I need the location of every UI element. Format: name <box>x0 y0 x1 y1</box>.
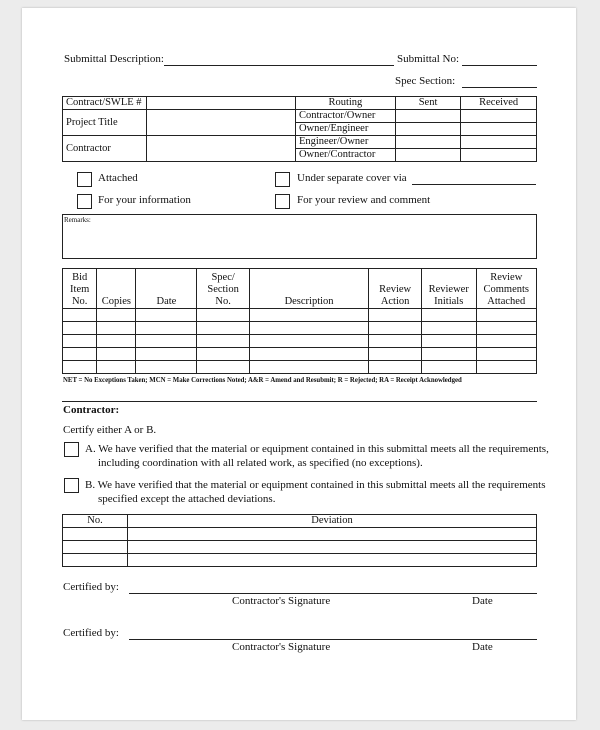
items-header-text: Spec/ <box>211 272 235 283</box>
items-cell[interactable] <box>476 335 536 348</box>
sent-cell[interactable] <box>395 136 461 149</box>
spec-section-label: Spec Section: <box>395 75 456 87</box>
submittal-description-label: Submittal Description: <box>64 53 164 65</box>
option-a-text: A. We have verified that the material or equipment contained in this submittal meets all the requirements, <box>85 443 549 455</box>
items-header-text <box>139 284 193 296</box>
items-header-text: No. <box>71 296 88 307</box>
items-header-text <box>425 272 473 284</box>
items-cell[interactable] <box>249 322 368 335</box>
items-cell[interactable] <box>421 322 476 335</box>
review-comment-label: For your review and comment <box>297 194 431 206</box>
separate-cover-label: Under separate cover via <box>297 172 407 184</box>
received-header: Received <box>461 97 537 110</box>
contract-label: Contract/SWLE # <box>63 97 147 110</box>
items-cell[interactable] <box>369 348 422 361</box>
for-information-checkbox[interactable] <box>77 194 92 209</box>
deviation-row <box>63 554 537 567</box>
items-cell[interactable] <box>97 361 136 374</box>
items-cell[interactable] <box>197 322 249 335</box>
items-cell[interactable] <box>476 361 536 374</box>
items-header-text: Description <box>284 296 334 307</box>
items-header-text: Date <box>156 296 177 307</box>
items-cell[interactable] <box>369 309 422 322</box>
date-caption: Date <box>472 641 493 653</box>
contract-field[interactable] <box>146 97 295 110</box>
separate-cover-field[interactable] <box>412 184 536 185</box>
items-cell[interactable] <box>197 309 249 322</box>
deviation-header: Deviation <box>128 515 537 528</box>
items-header-text: Section <box>207 284 239 295</box>
spec-section-field[interactable] <box>462 87 537 88</box>
contractor-label: Contractor <box>63 136 147 162</box>
option-b-text-cont: specified except the attached deviations. <box>98 493 276 505</box>
deviation-no-cell[interactable] <box>63 554 128 567</box>
signature-line[interactable] <box>129 593 537 594</box>
items-row <box>63 322 537 335</box>
deviation-row <box>63 541 537 554</box>
certify-instruction: Certify either A or B. <box>63 424 157 436</box>
attached-label: Attached <box>98 172 138 184</box>
section-divider <box>62 401 537 402</box>
contractor-signature-caption: Contractor's Signature <box>232 641 331 653</box>
items-cell[interactable] <box>136 322 197 335</box>
attached-checkbox[interactable] <box>77 172 92 187</box>
items-header-text: Reviewer <box>428 284 469 295</box>
for-information-label: For your information <box>98 194 191 206</box>
items-cell[interactable] <box>197 348 249 361</box>
items-cell[interactable] <box>63 361 97 374</box>
remarks-box[interactable] <box>62 214 537 259</box>
items-header-text: Action <box>380 296 410 307</box>
items-cell[interactable] <box>63 322 97 335</box>
option-a-text-cont: including coordination with all related work, as specified (no exceptions). <box>98 457 423 469</box>
items-header-text: Review <box>490 272 523 283</box>
items-header-text <box>253 284 365 296</box>
items-header-cell <box>476 269 536 309</box>
sent-header: Sent <box>395 97 461 110</box>
items-cell[interactable] <box>421 361 476 374</box>
items-cell[interactable] <box>197 361 249 374</box>
contractor-signature-caption: Contractor's Signature <box>232 595 331 607</box>
items-header-text: Bid <box>72 272 88 283</box>
routing-row: Owner/Engineer <box>295 123 395 136</box>
items-header-text: Item <box>70 284 90 295</box>
items-header-cell <box>63 269 97 309</box>
submittal-no-label: Submittal No: <box>397 53 460 65</box>
option-b-text: B. We have verified that the material or equipment contained in this submittal meets all the requirements <box>85 479 546 491</box>
items-cell[interactable] <box>63 348 97 361</box>
items-header-text <box>100 272 132 284</box>
items-cell[interactable] <box>369 361 422 374</box>
items-header-text: Review <box>379 284 412 295</box>
sent-cell[interactable] <box>395 110 461 123</box>
deviation-no-cell[interactable] <box>63 528 128 541</box>
items-header-cell <box>136 269 197 309</box>
items-cell[interactable] <box>421 348 476 361</box>
items-header-cell <box>369 269 422 309</box>
items-cell[interactable] <box>249 348 368 361</box>
remarks-label: Remarks: <box>64 216 91 224</box>
sent-cell[interactable] <box>395 123 461 136</box>
contractor-heading: Contractor: <box>63 404 120 416</box>
items-header-text: Attached <box>487 296 526 307</box>
items-cell[interactable] <box>97 348 136 361</box>
contractor-field[interactable] <box>146 136 295 162</box>
items-cell[interactable] <box>97 322 136 335</box>
deviation-no-header: No. <box>63 515 128 528</box>
items-cell[interactable] <box>136 309 197 322</box>
items-header-cell <box>97 269 136 309</box>
date-caption: Date <box>472 595 493 607</box>
deviation-cell[interactable] <box>128 528 537 541</box>
certified-by-label: Certified by: <box>63 581 119 593</box>
items-cell[interactable] <box>476 309 536 322</box>
items-header-cell <box>249 269 368 309</box>
items-cell[interactable] <box>369 322 422 335</box>
items-cell[interactable] <box>369 335 422 348</box>
received-cell[interactable] <box>461 149 537 162</box>
routing-row: Contractor/Owner <box>295 110 395 123</box>
items-cell[interactable] <box>421 335 476 348</box>
items-row <box>63 335 537 348</box>
sent-cell[interactable] <box>395 149 461 162</box>
option-a-checkbox[interactable] <box>64 442 79 457</box>
items-header-text <box>253 272 365 284</box>
items-cell[interactable] <box>63 335 97 348</box>
items-header-text <box>372 272 418 284</box>
items-header-row <box>63 269 537 309</box>
items-row <box>63 348 537 361</box>
items-cell[interactable] <box>97 335 136 348</box>
option-b-checkbox[interactable] <box>64 478 79 493</box>
items-cell[interactable] <box>249 335 368 348</box>
items-table <box>62 268 537 374</box>
items-cell[interactable] <box>197 335 249 348</box>
items-cell[interactable] <box>97 309 136 322</box>
received-cell[interactable] <box>461 110 537 123</box>
submittal-form-page <box>22 8 576 720</box>
deviation-cell[interactable] <box>128 554 537 567</box>
review-action-legend: NET = No Exceptions Taken; MCN = Make Corrections Noted; A&R = Amend and Resubmit; R = Rejected; RA = Receipt Acknowledged <box>63 377 462 384</box>
items-cell[interactable] <box>476 348 536 361</box>
items-cell[interactable] <box>249 309 368 322</box>
deviation-table <box>62 514 537 567</box>
items-cell[interactable] <box>136 335 197 348</box>
items-header-text: Initials <box>434 296 464 307</box>
project-title-label: Project Title <box>63 110 147 136</box>
certified-by-label: Certified by: <box>63 627 119 639</box>
submittal-description-field[interactable] <box>164 65 394 66</box>
items-cell[interactable] <box>136 361 197 374</box>
items-cell[interactable] <box>136 348 197 361</box>
items-header-text <box>139 272 193 284</box>
routing-row: Engineer/Owner <box>295 136 395 149</box>
items-row <box>63 361 537 374</box>
items-header-text: Comments <box>483 284 530 295</box>
items-header-cell <box>421 269 476 309</box>
items-header-text: Copies <box>101 296 131 307</box>
submittal-no-field[interactable] <box>462 65 537 66</box>
items-row <box>63 309 537 322</box>
items-cell[interactable] <box>63 309 97 322</box>
routing-table <box>62 96 537 162</box>
items-header-text: No. <box>215 296 231 307</box>
signature-line[interactable] <box>129 639 537 640</box>
separate-cover-checkbox[interactable] <box>275 172 290 187</box>
received-cell[interactable] <box>461 123 537 136</box>
deviation-cell[interactable] <box>128 541 537 554</box>
items-cell[interactable] <box>421 309 476 322</box>
received-cell[interactable] <box>461 136 537 149</box>
items-header-cell <box>197 269 249 309</box>
routing-row: Owner/Contractor <box>295 149 395 162</box>
items-cell[interactable] <box>476 322 536 335</box>
deviation-no-cell[interactable] <box>63 541 128 554</box>
routing-header: Routing <box>295 97 395 110</box>
review-comment-checkbox[interactable] <box>275 194 290 209</box>
deviation-row <box>63 528 537 541</box>
project-title-field[interactable] <box>146 110 295 136</box>
items-cell[interactable] <box>249 361 368 374</box>
items-header-text <box>100 284 132 296</box>
